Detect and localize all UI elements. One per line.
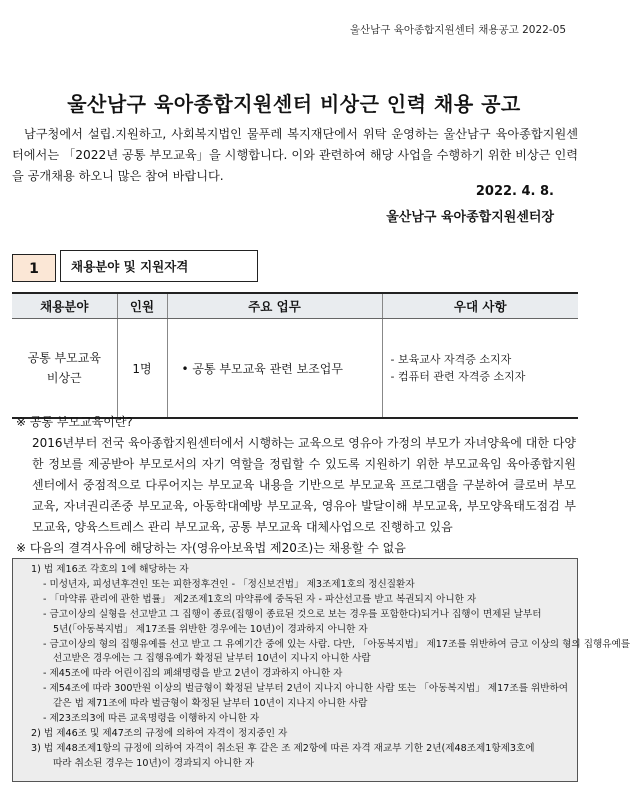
preference-item: - 보육교사 자격증 소지자 (390, 353, 512, 366)
disqualification-line: - 금고이상의 실형을 선고받고 그 집행이 종료(집행이 종료된 것으로 보는 경우를 포함한다)되거나 집행이 면제된 날부터 (43, 608, 542, 620)
cell-preference (382, 319, 578, 419)
disqualification-line: - 제54조에 따라 300만원 이상의 벌금형이 확정된 날부터 2년이 지나지 아니한 사람 또는 「아동복지법」 제17조를 위반하여 (43, 683, 568, 695)
table-header-row (12, 293, 578, 319)
intro-paragraph: 남구청에서 설립.지원하고, 사회복지법인 물푸레 복지재단에서 위탁 운영하는 울산남구 육아종합지원센터에서는 「2022년 공통 부모교육」을 시행합니다. 이와 관련하여 해당 사업을 수행하기 위한 비상근 인력을 공개채용 하오니 많은 참여 바랍니다. (12, 127, 578, 183)
disqualification-line: - 「마약류 관리에 관한 법률」 제2조제1호의 마약류에 중독된 자 - 파산선고를 받고 복권되지 아니한 자 (43, 593, 477, 605)
note-definition-text: 2016년부터 전국 육아종합지원센터에서 시행하는 교육으로 영유아 가정의 부모가 자녀양육에 대한 다양한 정보를 제공받아 부모로서의 자기 역할을 정립할 수 있도록 지원하기 위한 부모교육임 육아종합지원센터에서 중점적으로 다루어지는 부모교육 내용을 기반으로 부모교육 프로그램을 구분하여 클로버 부모교육, 자녀권리존중 부모교육, 아동학대예방 부모교육, 영유아 발달이해 부모교육, 부모양육태도점검 부모교육, 양육스트레스 관리 부모교육, 공통 부모교육 대체사업으로 진행하고 있음 (32, 436, 576, 534)
disqualification-line: 따라 취소된 경우는 10년)이 경과되지 아니한 자 (53, 757, 255, 769)
notice-reference-number: 울산남구 육아종합지원센터 채용공고 2022-05 (349, 24, 566, 36)
disqualification-line: 1) 법 제16조 각호의 1에 해당하는 자 (31, 564, 189, 575)
disqualification-line: - 금고이상의 형의 집행유예를 선고 받고 그 유예기간 중에 있는 사람. 다만, 「아동복지법」 제17조를 위반하여 금고 이상의 형의 집행유예를 (43, 638, 630, 650)
note-definition-heading: ※ 공통 부모교육이란? (16, 415, 133, 429)
disqualification-line: - 제23조의3에 따른 교육명령을 이행하지 아니한 자 (43, 713, 260, 725)
header-field: 채용분야 (12, 293, 117, 319)
table-row (12, 319, 578, 419)
cell-duty: • 공통 부모교육 관련 보조업무 (167, 319, 382, 419)
section-heading: 채용분야 및 지원자격 (60, 250, 258, 282)
section-number: 1 (12, 254, 56, 282)
header-count: 인원 (117, 293, 167, 319)
disqualification-box (12, 558, 630, 782)
field-type: 비상근 (46, 371, 82, 385)
page-title: 울산남구 육아종합지원센터 비상근 인력 채용 공고 (67, 92, 521, 116)
disqualification-line: 2) 법 제46조 및 제47조의 규정에 의하여 자격이 정지중인 자 (31, 727, 288, 739)
header-preference: 우대 사항 (382, 293, 578, 319)
disqualification-line: 선고받은 경우에는 그 집행유예가 확정된 날부터 10년이 지나지 아니한 사람 (53, 653, 371, 665)
disqualification-line: 같은 법 제71조에 따라 벌금형이 확정된 날부터 10년이 지나지 아니한 사람 (53, 698, 368, 710)
cell-count: 1명 (117, 319, 167, 419)
recruitment-table (12, 292, 578, 419)
disqualification-line: - 미성년자, 피성년후견인 또는 피한정후견인 - 「정신보건법」 제3조제1호의 정신질환자 (43, 578, 415, 590)
cell-field (12, 319, 117, 419)
disqualification-line: 5년(「아동복지법」 제17조를 위반한 경우에는 10년)이 경과하지 아니한 자 (53, 623, 368, 635)
notice-date: 2022. 4. 8. (475, 184, 554, 199)
disqualification-line: 3) 법 제48조제1항의 규정에 의하여 자격이 취소된 후 같은 조 제2항에 따른 자격 재교부 기한 2년(제48조제1항제3호에 (31, 742, 535, 754)
field-name: 공통 부모교육 (27, 351, 101, 365)
header-duty: 주요 업무 (167, 293, 382, 319)
issuing-organization: 울산남구 육아종합지원센터장 (386, 210, 554, 225)
preference-item: - 컴퓨터 관련 자격증 소지자 (390, 370, 526, 383)
notes-section (16, 412, 576, 559)
intro-section (12, 124, 578, 187)
disqualification-line: - 제45조에 따라 어린이집의 폐쇄명령을 받고 2년이 경과하지 아니한 자 (43, 668, 343, 680)
note-disqualification-heading: ※ 다음의 결격사유에 해당하는 자(영유아보육법 제20조)는 채용할 수 없음 (16, 541, 406, 555)
